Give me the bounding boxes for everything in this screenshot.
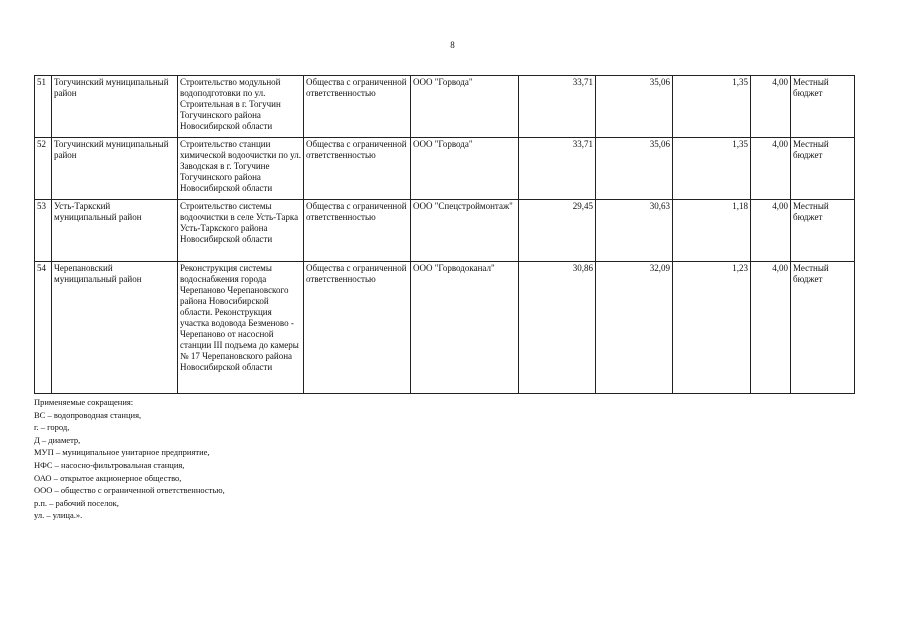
funding-source-cell: Местный бюджет <box>791 76 855 138</box>
value-cell: 1,23 <box>673 262 751 394</box>
project-cell: Строительство системы водоочистки в селе Усть-Тарка Усть-Таркского района Новосибирской области <box>178 200 304 262</box>
value-cell: 4,00 <box>751 262 791 394</box>
table-row <box>35 200 855 262</box>
abbreviations-list <box>34 396 225 522</box>
funding-source-cell: Местный бюджет <box>791 138 855 200</box>
row-number: 52 <box>35 138 52 200</box>
org-form-cell: Общества с ограниченной ответственностью <box>304 76 411 138</box>
org-form-cell: Общества с ограниченной ответственностью <box>304 200 411 262</box>
abbreviations-heading: Применяемые сокращения: <box>34 397 134 407</box>
abbreviation-item: ул. – улица.». <box>34 510 83 521</box>
value-cell: 33,71 <box>519 76 596 138</box>
organization-cell: ООО "Горвода" <box>411 76 519 138</box>
organization-cell: ООО "Горвода" <box>411 138 519 200</box>
district-cell: Тогучинский муниципальный район <box>52 138 178 200</box>
abbreviation-item: р.п. – рабочий поселок, <box>34 497 119 508</box>
value-cell: 4,00 <box>751 138 791 200</box>
investment-table <box>34 75 855 394</box>
abbreviation-item: МУП – муниципальное унитарное предприятие, <box>34 447 210 458</box>
project-cell: Реконструкция системы водоснабжения города Черепаново Черепановского района Новосибирской области. Реконструкция участка водовода Безменово - Черепаново от насосной станции III подъема до камеры № 17 Черепановского района Новосибирской области <box>178 262 304 394</box>
value-cell: 29,45 <box>519 200 596 262</box>
org-form-cell: Общества с ограниченной ответственностью <box>304 262 411 394</box>
value-cell: 35,06 <box>596 138 673 200</box>
project-cell: Строительство модульной водоподготовки по ул. Строительная в г. Тогучин Тогучинского района Новосибирской области <box>178 76 304 138</box>
funding-source-cell: Местный бюджет <box>791 200 855 262</box>
value-cell: 1,35 <box>673 76 751 138</box>
project-cell: Строительство станции химической водоочистки по ул. Заводская в г. Тогучине Тогучинского района Новосибирской области <box>178 138 304 200</box>
funding-source-cell: Местный бюджет <box>791 262 855 394</box>
value-cell: 1,35 <box>673 138 751 200</box>
value-cell: 30,86 <box>519 262 596 394</box>
value-cell: 4,00 <box>751 76 791 138</box>
abbreviation-item: НФС – насосно-фильтровальная станция, <box>34 459 185 470</box>
table-row <box>35 262 855 394</box>
district-cell: Тогучинский муниципальный район <box>52 76 178 138</box>
abbreviation-item: ООО – общество с ограниченной ответственностью, <box>34 485 225 496</box>
organization-cell: ООО "Горводоканал" <box>411 262 519 394</box>
value-cell: 35,06 <box>596 76 673 138</box>
value-cell: 33,71 <box>519 138 596 200</box>
value-cell: 4,00 <box>751 200 791 262</box>
row-number: 51 <box>35 76 52 138</box>
organization-cell: ООО "Спецстроймонтаж" <box>411 200 519 262</box>
abbreviation-item: ВС – водопроводная станция, <box>34 409 142 420</box>
table-row <box>35 138 855 200</box>
value-cell: 30,63 <box>596 200 673 262</box>
abbreviation-item: г. – город, <box>34 422 70 433</box>
district-cell: Черепановский муниципальный район <box>52 262 178 394</box>
abbreviation-item: Д – диаметр, <box>34 434 81 445</box>
row-number: 53 <box>35 200 52 262</box>
value-cell: 1,18 <box>673 200 751 262</box>
org-form-cell: Общества с ограниченной ответственностью <box>304 138 411 200</box>
district-cell: Усть-Таркский муниципальный район <box>52 200 178 262</box>
page-number: 8 <box>450 40 455 50</box>
row-number: 54 <box>35 262 52 394</box>
abbreviation-item: ОАО – открытое акционерное общество, <box>34 472 182 483</box>
value-cell: 32,09 <box>596 262 673 394</box>
table-row <box>35 76 855 138</box>
